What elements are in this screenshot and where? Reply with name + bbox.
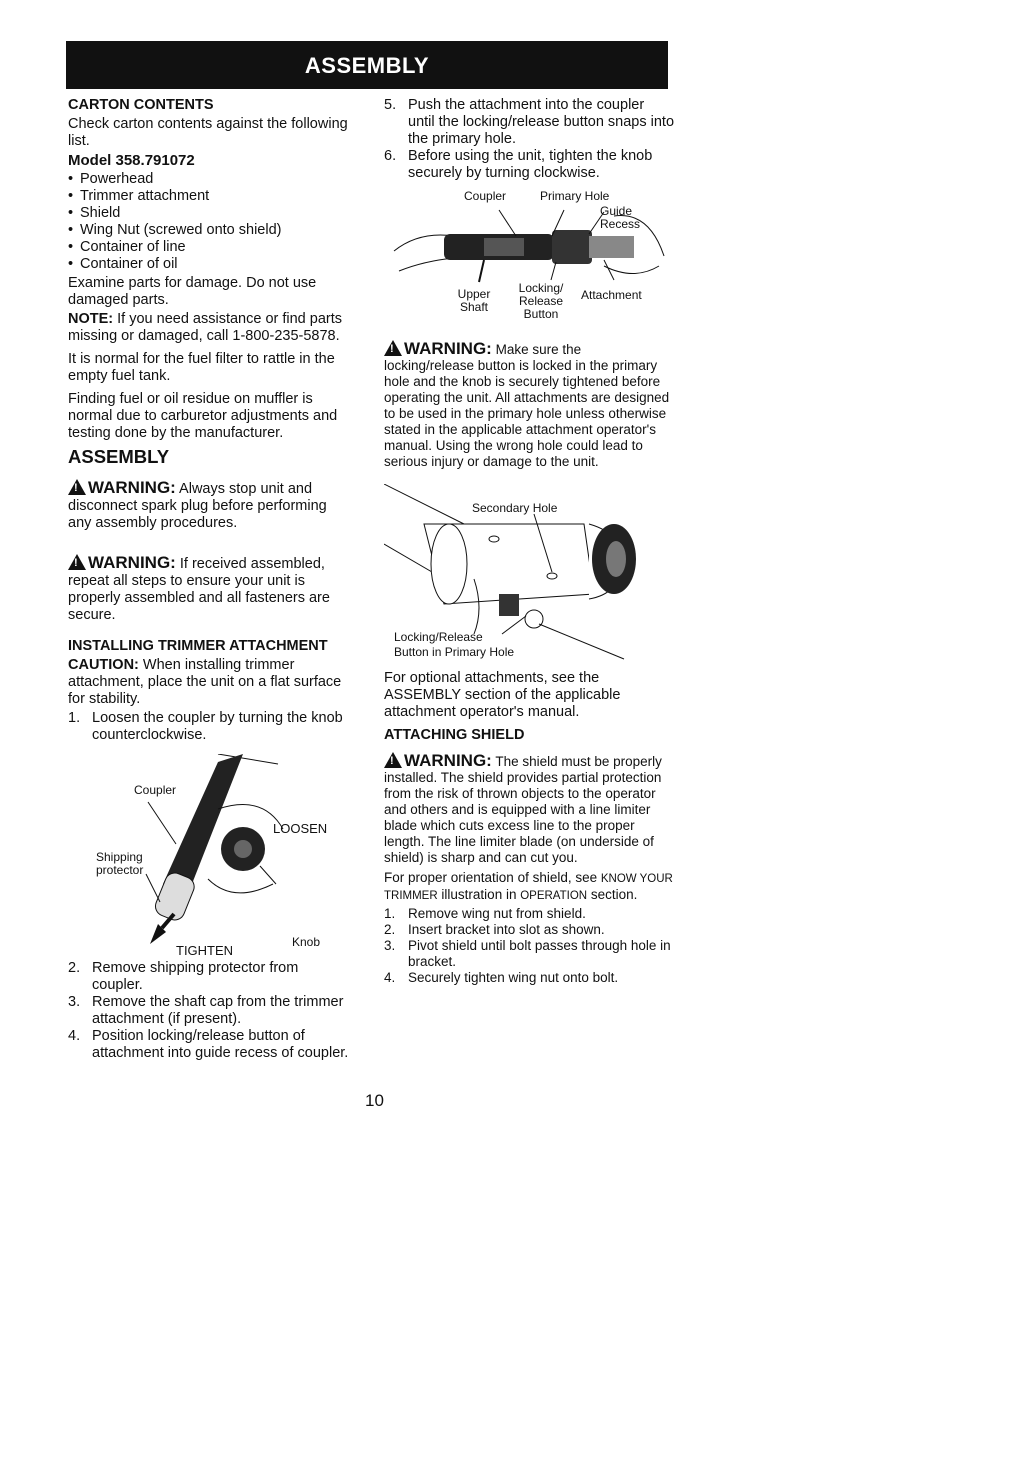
attachment-label: Attachment	[581, 288, 642, 302]
install-steps-3	[384, 97, 674, 182]
step-item	[384, 148, 674, 182]
warning-text: Make sure the locking/release button is locked in the primary hole and the knob is securely tightened before operating the unit. All attachments are designed to be used in the primary hole unless otherwise stated in the applicable attachment operator's manual. Using the wrong hole could lead to serious injury or damage to the unit.	[384, 342, 670, 469]
page-banner: ASSEMBLY	[66, 41, 668, 89]
fuel-filter-text: It is normal for the fuel filter to rattle in the empty fuel tank.	[68, 351, 335, 384]
warning-received-assembled	[68, 552, 353, 624]
step-text: Remove shipping protector from coupler.	[92, 960, 299, 993]
step-number: 4.	[384, 970, 396, 985]
step-text: Position locking/release button of attachment into guide recess of coupler.	[92, 1028, 349, 1061]
list-item: • Container of line	[68, 239, 353, 256]
caution-label: CAUTION:	[68, 657, 139, 673]
attaching-shield-heading: ATTACHING SHIELD	[384, 727, 525, 743]
orientation-part: illustration in	[437, 887, 521, 902]
step-number: 1.	[68, 710, 81, 726]
step-item	[68, 1028, 353, 1062]
carton-contents-heading: CARTON CONTENTS	[68, 97, 214, 113]
warning-text: The shield must be properly installed. The shield provides partial protection from the risk of thrown objects to the operator and others and is equipped with a line limiter blade which cuts excess line to the proper length. The line limiter blade (on underside of shield) is sharp and can cut you.	[384, 754, 662, 865]
model-number: Model 358.791072	[68, 152, 195, 169]
list-item: • Container of oil	[68, 256, 353, 273]
step-item	[384, 970, 674, 986]
step-text: Remove wing nut from shield.	[408, 906, 586, 921]
shipping-protector-label: Shipping protector	[96, 850, 144, 877]
button-in-primary-hole-label: Button in Primary Hole	[394, 645, 515, 659]
caution-paragraph	[68, 657, 353, 708]
optional-attachments-text: For optional attachments, see the ASSEMBLY section of the applicable attachment operator's manual.	[384, 670, 621, 720]
installing-trimmer-heading: INSTALLING TRIMMER ATTACHMENT	[68, 638, 328, 654]
list-item: • Shield	[68, 205, 353, 222]
step-text: Insert bracket into slot as shown.	[408, 922, 605, 937]
page-number: 10	[365, 1091, 384, 1110]
warning-label: WARNING:	[404, 751, 492, 770]
caution-text: When installing trimmer attachment, place the unit on a flat surface for stability.	[68, 657, 342, 707]
warning-shield	[384, 750, 674, 866]
right-column	[384, 97, 674, 986]
step-item	[384, 97, 674, 148]
warning-text: If received assembled, repeat all steps to ensure your unit is properly assembled and all fasteners are secure.	[68, 556, 330, 623]
warning-triangle-icon	[384, 752, 402, 768]
locking-release-label: Locking/Release	[394, 630, 483, 644]
operation-ref: OPERATION	[520, 890, 588, 902]
step-text: Securely tighten wing nut onto bolt.	[408, 970, 619, 985]
step-item	[68, 960, 353, 994]
know-your-trimmer-ref: KNOW YOUR TRIMMER	[384, 873, 673, 902]
residue-text: Finding fuel or oil residue on muffler is normal due to carburetor adjustments and testing done by the manufacturer.	[68, 391, 338, 441]
warning-label: WARNING:	[404, 339, 492, 358]
install-steps-2	[68, 960, 353, 1062]
carton-items-list	[68, 171, 353, 273]
warning-stop-unit	[68, 477, 353, 532]
attachment-coupler-figure	[384, 186, 674, 326]
step-number: 3.	[384, 938, 396, 953]
secondary-hole-figure	[384, 484, 674, 664]
step-number: 4.	[68, 1028, 81, 1044]
guide-recess-label: Guide Recess	[600, 204, 641, 231]
step-number: 5.	[384, 97, 397, 113]
step-text: Push the attachment into the coupler until the locking/release button snaps into the primary hole.	[408, 97, 675, 147]
shield-steps	[384, 906, 674, 986]
step-text: Remove the shaft cap from the trimmer attachment (if present).	[92, 994, 344, 1027]
tighten-label: TIGHTEN	[176, 943, 234, 958]
orientation-part: section.	[587, 887, 638, 902]
step-item	[384, 938, 674, 970]
step-text: Before using the unit, tighten the knob securely by turning clockwise.	[408, 148, 653, 181]
step-text: Loosen the coupler by turning the knob counterclockwise.	[92, 710, 343, 743]
step-item	[68, 994, 353, 1028]
list-item: • Powerhead	[68, 171, 353, 188]
upper-shaft-label: Upper Shaft	[457, 287, 491, 314]
left-column	[68, 97, 353, 1062]
warning-text: Always stop unit and disconnect spark plug before performing any assembly procedures.	[68, 481, 327, 531]
note-text: If you need assistance or find parts missing or damaged, call 1-800-235-5878.	[68, 311, 343, 344]
step-number: 6.	[384, 148, 397, 164]
loosen-label: LOOSEN	[273, 821, 328, 836]
coupler-label: Coupler	[134, 783, 177, 797]
knob-label: Knob	[292, 935, 321, 949]
coupler-label: Coupler	[464, 189, 507, 203]
step-item	[68, 710, 353, 744]
examine-text: Examine parts for damage. Do not use damaged parts.	[68, 275, 317, 308]
locking-release-button-label: Locking/ Release Button	[518, 281, 564, 321]
note-label: NOTE:	[68, 311, 114, 327]
warning-label: WARNING:	[88, 553, 176, 572]
step-number: 1.	[384, 906, 396, 921]
install-steps-1	[68, 710, 353, 744]
warning-triangle-icon	[68, 479, 86, 495]
shield-orientation-text	[384, 870, 674, 904]
warning-triangle-icon	[384, 340, 402, 356]
carton-intro: Check carton contents against the following list.	[68, 116, 348, 149]
list-item: • Trimmer attachment	[68, 188, 353, 205]
step-number: 2.	[68, 960, 81, 976]
step-number: 2.	[384, 922, 396, 937]
warning-triangle-icon	[68, 554, 86, 570]
step-item	[384, 906, 674, 922]
list-item: • Wing Nut (screwed onto shield)	[68, 222, 353, 239]
step-item	[384, 922, 674, 938]
primary-hole-label: Primary Hole	[540, 189, 610, 203]
coupler-loosen-figure	[68, 754, 353, 958]
step-number: 3.	[68, 994, 81, 1010]
assembly-heading: ASSEMBLY	[68, 446, 170, 467]
warning-label: WARNING:	[88, 478, 176, 497]
secondary-hole-label: Secondary Hole	[472, 501, 558, 515]
step-text: Pivot shield until bolt passes through hole in bracket.	[408, 938, 671, 969]
orientation-part: For proper orientation of shield, see	[384, 870, 601, 885]
warning-locked-primary-hole	[384, 338, 674, 470]
note-paragraph	[68, 311, 353, 345]
